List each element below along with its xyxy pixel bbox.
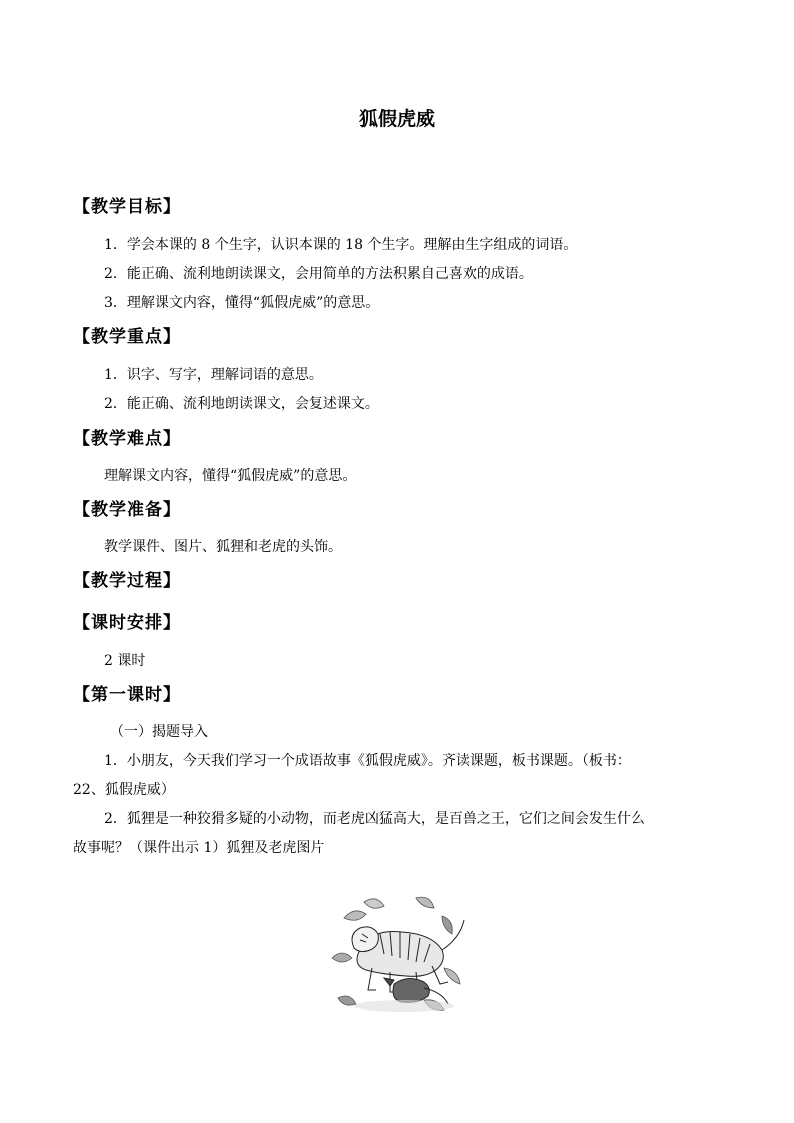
goal-item-2: 2．能正确、流利地朗读课文，会用简单的方法积累自己喜欢的成语。 — [104, 266, 533, 282]
lesson1-paragraph-2-line-2: 故事呢？（课件出示 1）狐狸及老虎图片 — [73, 840, 325, 856]
lesson1-paragraph-1-line-2: 22、狐假虎威） — [73, 782, 175, 798]
heading-preparation: 【教学准备】 — [73, 500, 181, 520]
lesson1-paragraph-1-line-1: 1．小朋友，今天我们学习一个成语故事《狐假虎威》。齐读课题，板书课题。（板书： — [104, 753, 631, 769]
heading-lesson1: 【第一课时】 — [73, 685, 181, 705]
lesson1-paragraph-2-line-1: 2．狐狸是一种狡猾多疑的小动物，而老虎凶猛高大，是百兽之王，它们之间会发生什么 — [104, 811, 645, 827]
fox-and-tiger-illustration — [324, 888, 472, 1020]
difficulties-text: 理解课文内容，懂得“狐假虎威”的意思。 — [104, 468, 357, 484]
heading-schedule: 【课时安排】 — [73, 613, 181, 633]
goal-item-1: 1．学会本课的 8 个生字，认识本课的 18 个生字。理解由生字组成的词语。 — [104, 237, 578, 253]
goal-item-3: 3．理解课文内容，懂得“狐假虎威”的意思。 — [104, 295, 380, 311]
schedule-text: 2 课时 — [104, 653, 146, 669]
heading-key-points: 【教学重点】 — [73, 327, 181, 347]
key-point-item-1: 1．识字、写字，理解词语的意思。 — [104, 367, 323, 383]
document-title: 狐假虎威 — [358, 108, 435, 130]
preparation-text: 教学课件、图片、狐狸和老虎的头饰。 — [104, 539, 342, 555]
heading-goals: 【教学目标】 — [73, 197, 181, 217]
lesson1-subheading: （一）揭题导入 — [110, 724, 208, 740]
heading-process: 【教学过程】 — [73, 571, 181, 591]
heading-difficulties: 【教学难点】 — [73, 429, 181, 449]
key-point-item-2: 2．能正确、流利地朗读课文，会复述课文。 — [104, 396, 379, 412]
